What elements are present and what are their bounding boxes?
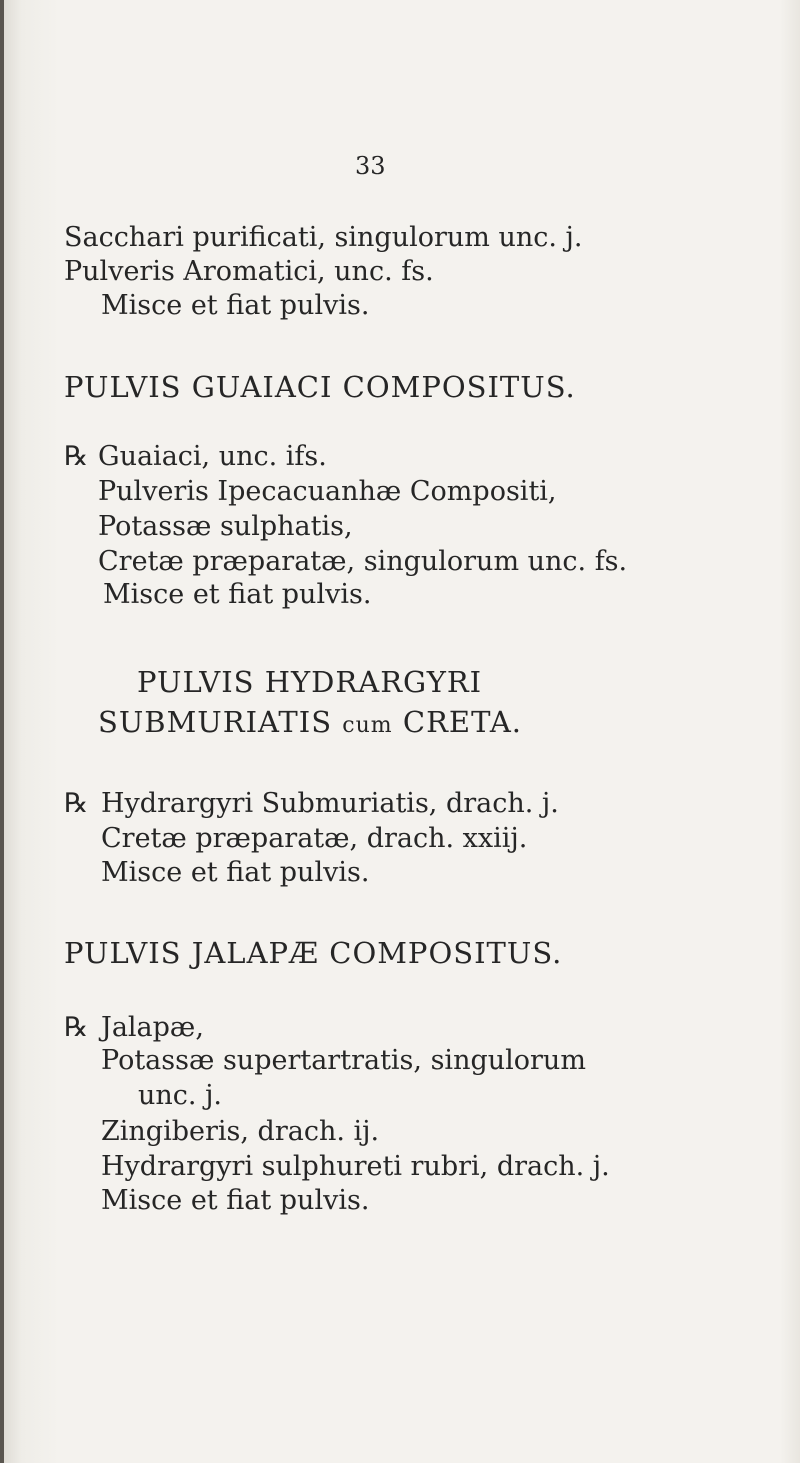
recipe-symbol: ℞ (64, 441, 89, 472)
page-binding-edge (0, 0, 4, 1463)
recipe-symbol: ℞ (64, 1012, 89, 1043)
recipe-symbol: ℞ (64, 788, 89, 819)
heading-part: CRETA. (392, 705, 522, 739)
section-heading: PULVIS HYDRARGYRI (137, 665, 483, 699)
ingredient-line: unc. j. (138, 1080, 223, 1111)
instruction-line: Misce et fiat pulvis. (103, 579, 372, 610)
instruction-line: Misce et fiat pulvis. (101, 857, 370, 888)
section-heading: PULVIS JALAPÆ COMPOSITUS. (64, 936, 563, 970)
page-number: 33 (355, 152, 386, 180)
section-heading: PULVIS GUAIACI COMPOSITUS. (64, 370, 576, 404)
text-line: Sacchari purificati, singulorum unc. j. (64, 222, 583, 253)
text-line: Misce et fiat pulvis. (101, 290, 370, 321)
text-line: Pulveris Aromatici, unc. fs. (64, 256, 434, 287)
instruction-line: Misce et fiat pulvis. (101, 1185, 370, 1216)
heading-part: SUBMURIATIS (98, 705, 343, 739)
ingredient-line: Pulveris Ipecacuanhæ Compositi, (98, 476, 557, 507)
ingredient-line: Potassæ sulphatis, (98, 511, 353, 542)
ingredient-line: Cretæ præparatæ, drach. xxiij. (101, 823, 528, 854)
ingredient-line: Potassæ supertartratis, singulorum (101, 1045, 586, 1076)
ingredient-line: Jalapæ, (101, 1012, 204, 1043)
ingredient-line: Cretæ præparatæ, singulorum unc. fs. (98, 546, 628, 577)
heading-part-small: cum (342, 713, 393, 738)
ingredient-line: Hydrargyri sulphureti rubri, drach. j. (101, 1151, 610, 1182)
ingredient-line: Hydrargyri Submuriatis, drach. j. (101, 788, 559, 819)
ingredient-line: Zingiberis, drach. ij. (101, 1116, 380, 1147)
ingredient-line: Guaiaci, unc. ifs. (98, 441, 327, 472)
section-heading-line2 (98, 705, 522, 743)
